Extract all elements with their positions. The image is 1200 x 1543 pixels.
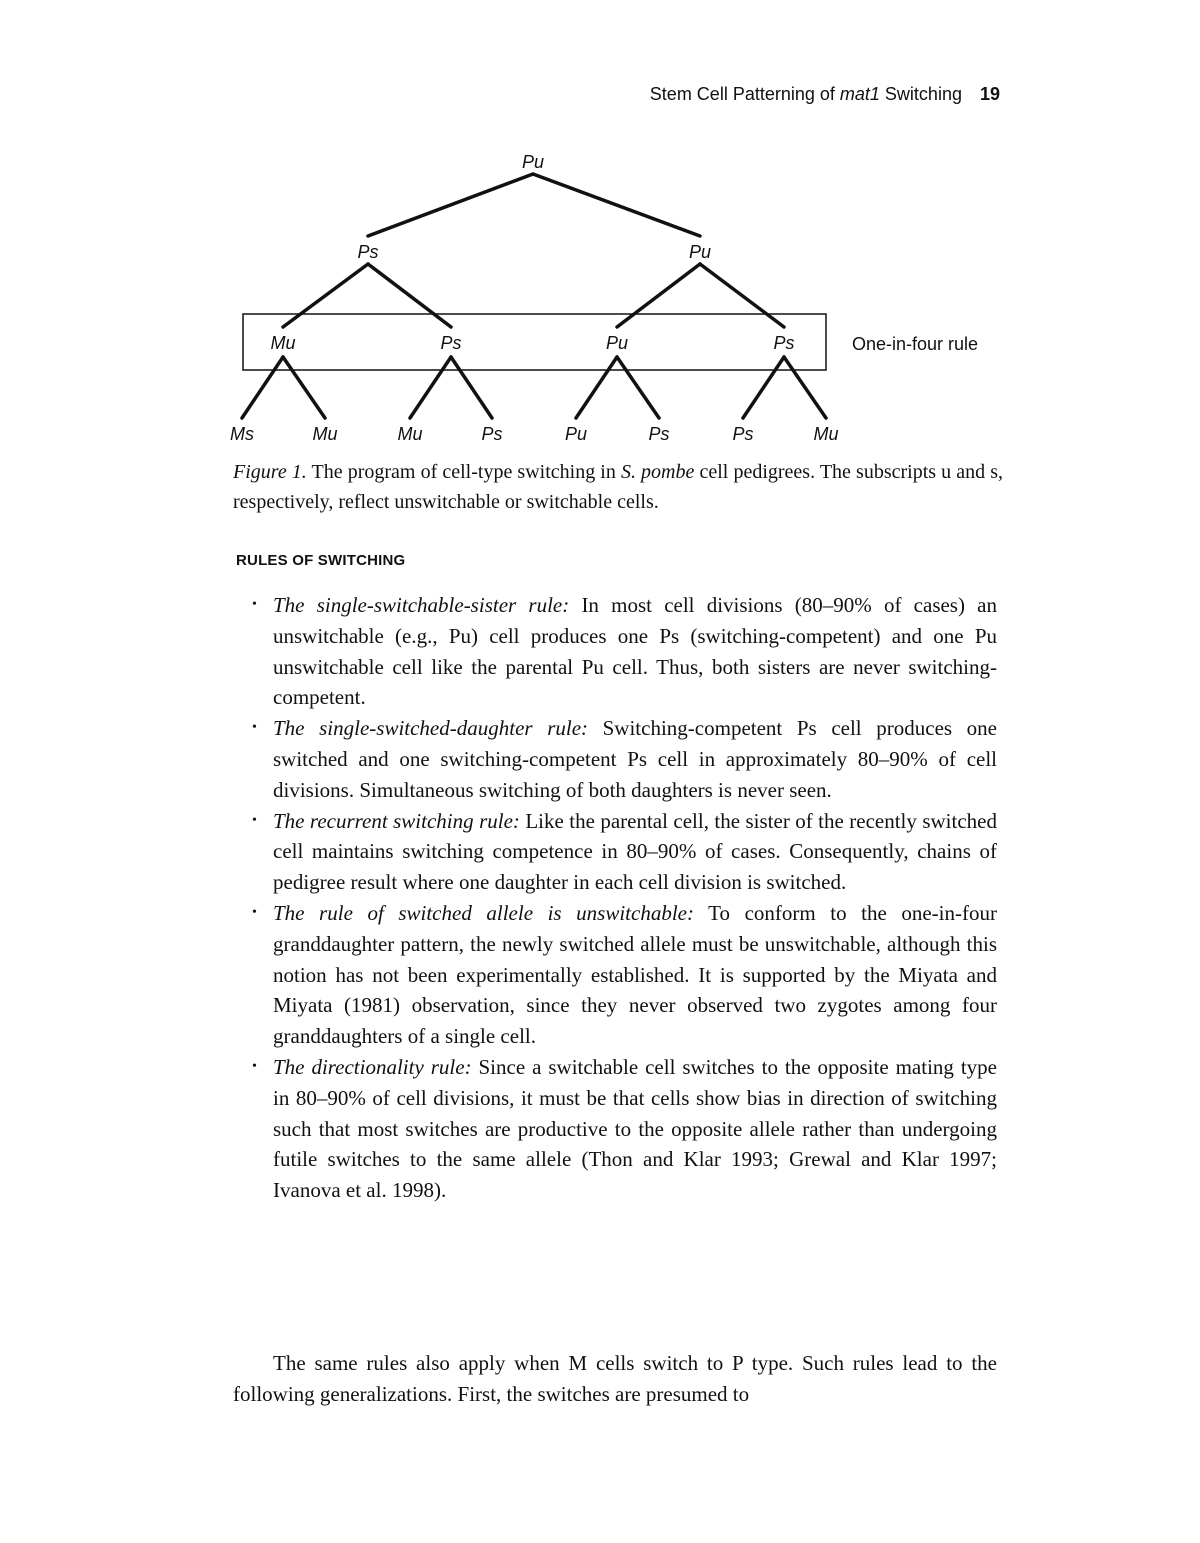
bullet-icon: • — [252, 720, 257, 736]
header-title-italic: mat1 — [839, 84, 880, 104]
rule-item — [252, 1052, 997, 1206]
node-l1-1: Pu — [688, 242, 712, 262]
bullet-icon: • — [252, 812, 257, 828]
rule-title: The recurrent switching rule: — [273, 808, 520, 833]
section-heading: RULES OF SWITCHING — [236, 552, 406, 569]
rule-title: The single-switchable-sister rule: — [273, 593, 570, 617]
node-l3-5: Ps — [648, 424, 670, 444]
node-l3-7: Mu — [813, 424, 839, 444]
node-l1-0: Ps — [357, 242, 379, 262]
rules-list — [252, 590, 998, 1206]
rule-text: Like the parental cell, the sister of the recently switched cell maintains switching competence in 80–90% of cases. Consequently, chains of pedigree result where one daughter in each cell division is switched. — [273, 808, 997, 895]
rule-text: To conform to the one-in-four granddaughter pattern, the newly switched allele must be unswitchable, although this notion has not been experimentally established. It is supported by the Miyata and Miyata (1981) observation, since they never observed two zygotes among four granddaughters of a single cell. — [273, 900, 997, 1049]
edge-mu-ms — [242, 357, 283, 418]
caption-text-a: The program of cell-type switching in — [306, 461, 621, 483]
figure-caption — [233, 457, 1003, 517]
edge-root-right — [533, 174, 700, 236]
edge-pu-pu2 — [576, 357, 617, 418]
edge-mu-mu — [283, 357, 325, 418]
pedigree-lines — [242, 174, 826, 418]
edge-ps-ps3 — [743, 357, 784, 418]
node-l3-4: Pu — [564, 424, 588, 444]
node-l2-2: Pu — [605, 333, 629, 353]
rule-item — [252, 898, 997, 1052]
edge-ps-ps — [368, 264, 451, 327]
edge-ps-ps2 — [451, 357, 492, 418]
node-l2-3: Ps — [773, 333, 795, 353]
one-in-four-label: One-in-four rule — [852, 334, 979, 354]
edge-ps-mu — [283, 264, 368, 327]
rule-text: In most cell divisions (80–90% of cases) an unswitchable (e.g., Pu) cell produces one Ps (switching-competent) and one Pu unswitchable cell like the parental Pu cell. Thus, both sisters are never switching-competent. — [273, 593, 998, 710]
page-number: 19 — [979, 84, 1000, 104]
header-title-pre: Stem Cell Patterning of — [649, 84, 840, 104]
node-l3-6: Ps — [732, 424, 754, 444]
node-l3-2: Mu — [397, 424, 423, 444]
rule-item — [252, 713, 997, 805]
rule-title: The directionality rule: — [273, 1054, 472, 1079]
node-l3-1: Mu — [312, 424, 338, 444]
bullet-icon: • — [252, 597, 257, 612]
edge-pu-ps — [700, 264, 784, 327]
caption-species: S. pombe — [620, 461, 695, 483]
node-l2-1: Ps — [440, 333, 462, 353]
edge-ps-mu3 — [784, 357, 826, 418]
caption-label: Figure 1. — [233, 461, 307, 483]
bullet-icon: • — [252, 904, 257, 920]
edge-pu-ps2 — [617, 357, 659, 418]
pedigree-diagram — [0, 0, 1200, 460]
node-l3-0: Ms — [230, 424, 254, 444]
edge-root-left — [368, 174, 533, 236]
edge-ps-mu2 — [410, 357, 451, 418]
rule-item — [252, 590, 998, 713]
rule-item — [252, 806, 997, 898]
bullet-icon: • — [252, 1058, 257, 1074]
rule-text: Since a switchable cell switches to the opposite mating type in 80–90% of cell divisions, it must be that cells show bias in direction of switching such that most switches are productive to the opposite allele rather than undergoing futile switches to the same allele (Thon and Klar 1993; Grewal and Klar 1997; Ivanova et al. 1998). — [273, 1054, 997, 1203]
rule-text: Switching-competent Ps cell produces one switched and one switching-competent Ps cell in approximately 80–90% of cell divisions. Simultaneous switching of both daughters is never seen. — [273, 716, 997, 802]
node-l3-3: Ps — [481, 424, 503, 444]
edge-pu-pu — [617, 264, 700, 327]
body-paragraph: The same rules also apply when M cells switch to P type. Such rules lead to the following generalizations. First, the switches are presumed to — [233, 1351, 997, 1406]
one-in-four-box — [243, 314, 826, 370]
rule-title: The single-switched-daughter rule: — [273, 716, 589, 741]
header-title-post: Switching — [879, 84, 962, 104]
caption-text-b: cell pedigrees. The subscripts u and s, respectively, reflect unswitchable or switchable cells. — [233, 461, 1003, 513]
node-l2-0: Mu — [270, 333, 296, 353]
rule-title: The rule of switched allele is unswitchable: — [273, 900, 694, 925]
node-root: Pu — [521, 152, 545, 172]
